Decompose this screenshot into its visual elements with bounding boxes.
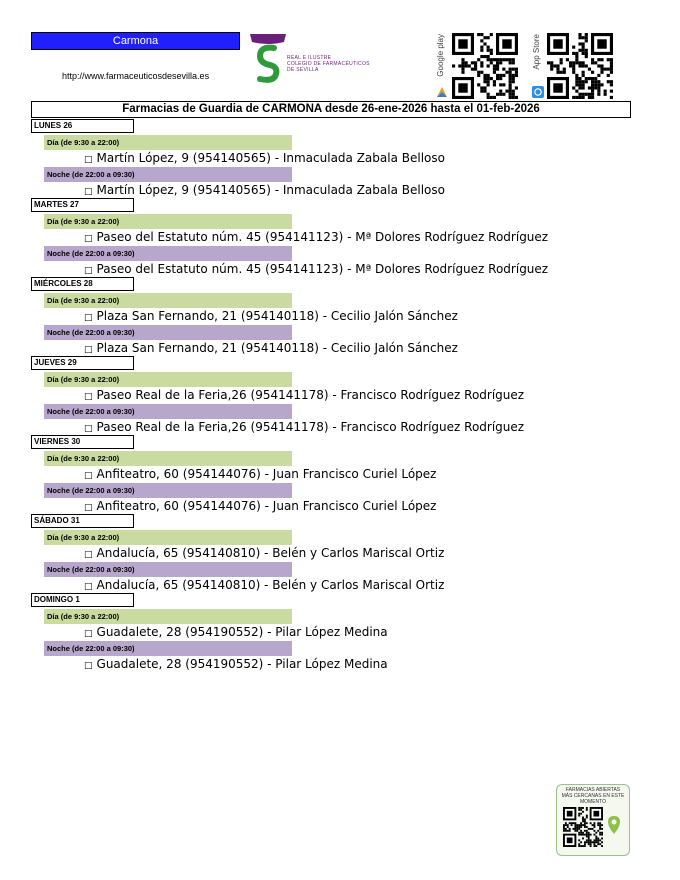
pharmacy-entry: [84, 577, 651, 593]
pharmacy-address: Plaza San Fernando, 21 (954140118) - Cecilio Jalón Sánchez: [96, 309, 458, 323]
pharmacy-address: Anfiteatro, 60 (954144076) - Juan Francisco Curiel López: [96, 499, 437, 513]
checkbox-icon: □: [84, 661, 93, 671]
pharmacy-entry: [84, 261, 651, 277]
night-shift-label: Noche (de 22:00 a 09:30): [44, 167, 292, 182]
day-label: SÁBADO 31: [31, 514, 134, 528]
checkbox-icon: □: [84, 471, 93, 481]
day-shift-label: Día (de 9:30 a 22:00): [44, 451, 292, 466]
pharmacy-address: Paseo del Estatuto núm. 45 (954141123) - Mª Dolores Rodríguez Rodríguez: [96, 230, 549, 244]
night-shift-label: Noche (de 22:00 a 09:30): [44, 562, 292, 577]
day-label: MARTES 27: [31, 198, 134, 212]
badge-qr-code[interactable]: [563, 807, 603, 847]
day-label: DOMINGO 1: [31, 593, 134, 607]
pharmacy-entry: [84, 624, 651, 640]
pharmacy-address: Andalucía, 65 (954140810) - Belén y Carlos Mariscal Ortiz: [96, 546, 445, 560]
page-title: Farmacias de Guardia de CARMONA desde 26-ene-2026 hasta el 01-feb-2026: [31, 101, 631, 118]
night-shift-label: Noche (de 22:00 a 09:30): [44, 404, 292, 419]
pharmacy-entry: [84, 308, 651, 324]
pharmacy-entry: [84, 498, 651, 514]
pharmacy-address: Martín López, 9 (954140565) - Inmaculada Zabala Belloso: [96, 151, 445, 165]
pharmacy-address: Andalucía, 65 (954140810) - Belén y Carlos Mariscal Ortiz: [96, 578, 445, 592]
night-shift-label: Noche (de 22:00 a 09:30): [44, 483, 292, 498]
google-play-label: Google play: [436, 34, 445, 77]
checkbox-icon: □: [84, 187, 93, 197]
pharmacy-entry: [84, 340, 651, 356]
checkbox-icon: □: [84, 503, 93, 513]
location-pin-icon: [607, 815, 621, 835]
pharmacy-entry: [84, 182, 651, 198]
pharmacy-entry: [84, 466, 651, 482]
college-name-line: REAL E ILUSTRE: [287, 55, 332, 61]
day-shift-label: Día (de 9:30 a 22:00): [44, 293, 292, 308]
pharmacy-entry: [84, 419, 651, 435]
pharmacy-entry: [84, 656, 651, 672]
day-shift-label: Día (de 9:30 a 22:00): [44, 530, 292, 545]
checkbox-icon: □: [84, 313, 93, 323]
pharmacy-address: Guadalete, 28 (954190552) - Pilar López Medina: [96, 657, 388, 671]
pharmacy-entry: [84, 229, 651, 245]
day-label: MIÉRCOLES 28: [31, 277, 134, 291]
night-shift-label: Noche (de 22:00 a 09:30): [44, 641, 292, 656]
app-store-qr-code[interactable]: [547, 33, 613, 99]
checkbox-icon: □: [84, 155, 93, 165]
checkbox-icon: □: [84, 392, 93, 402]
night-shift-label: Noche (de 22:00 a 09:30): [44, 246, 292, 261]
app-store-icon: [532, 86, 544, 98]
checkbox-icon: □: [84, 424, 93, 434]
day-shift-label: Día (de 9:30 a 22:00): [44, 135, 292, 150]
guard-schedule: [31, 119, 651, 672]
college-logo: [248, 32, 288, 86]
day-label: JUEVES 29: [31, 356, 134, 370]
day-shift-label: Día (de 9:30 a 22:00): [44, 372, 292, 387]
day-label: LUNES 26: [31, 119, 134, 133]
pharmacy-entry: [84, 387, 651, 403]
pharmacy-address: Paseo del Estatuto núm. 45 (954141123) - Mª Dolores Rodríguez Rodríguez: [96, 262, 549, 276]
pharmacy-address: Plaza San Fernando, 21 (954140118) - Cecilio Jalón Sánchez: [96, 341, 458, 355]
pharmacy-address: Paseo Real de la Feria,26 (954141178) - Francisco Rodríguez Rodríguez: [96, 388, 525, 402]
town-name-box: Carmona: [31, 32, 240, 50]
college-name-line: DE SEVILLA: [287, 67, 319, 73]
pharmacy-address: Martín López, 9 (954140565) - Inmaculada Zabala Belloso: [96, 183, 445, 197]
website-url[interactable]: http://www.farmaceuticosdesevilla.es: [62, 71, 210, 81]
day-shift-label: Día (de 9:30 a 22:00): [44, 609, 292, 624]
checkbox-icon: □: [84, 550, 93, 560]
pharmacy-address: Anfiteatro, 60 (954144076) - Juan Francisco Curiel López: [96, 467, 437, 481]
pharmacy-entry: [84, 150, 651, 166]
google-play-icon: [436, 86, 448, 98]
college-name: [287, 55, 370, 73]
checkbox-icon: □: [84, 234, 93, 244]
pharmacy-address: Guadalete, 28 (954190552) - Pilar López Medina: [96, 625, 388, 639]
college-name-line: COLEGIO DE FARMACÉUTICOS: [287, 61, 370, 67]
checkbox-icon: □: [84, 582, 93, 592]
night-shift-label: Noche (de 22:00 a 09:30): [44, 325, 292, 340]
checkbox-icon: □: [84, 345, 93, 355]
day-label: VIERNES 30: [31, 435, 134, 449]
nearby-pharmacies-badge[interactable]: [556, 784, 630, 856]
badge-text: FARMACIAS ABIERTAS MÁS CERCANAS EN ESTE MOMENTO: [561, 787, 625, 805]
pharmacy-entry: [84, 545, 651, 561]
day-shift-label: Día (de 9:30 a 22:00): [44, 214, 292, 229]
checkbox-icon: □: [84, 266, 93, 276]
google-play-qr-code[interactable]: [452, 33, 518, 99]
app-store-label: App Store: [532, 34, 541, 70]
checkbox-icon: □: [84, 629, 93, 639]
pharmacy-address: Paseo Real de la Feria,26 (954141178) - Francisco Rodríguez Rodríguez: [96, 420, 525, 434]
